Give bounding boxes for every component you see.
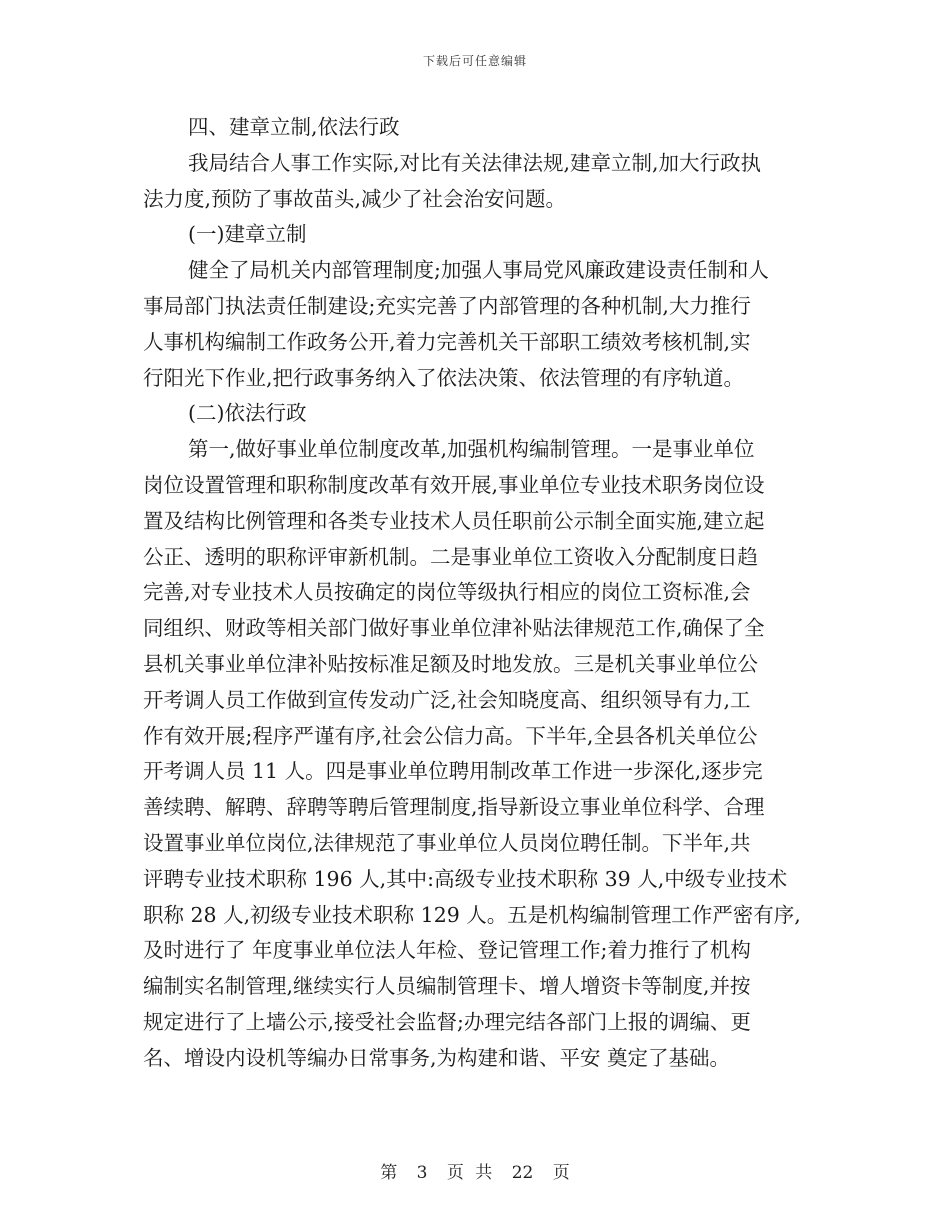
text-line: 公正、透明的职称评审新机制。二是事业单位工资收入分配制度日趋 <box>143 544 758 569</box>
text-line: 及时进行了 年度事业单位法人年检、登记管理工作;着力推行了机构 <box>143 938 751 963</box>
footer-page-number: 3 <box>416 1163 428 1183</box>
text-line: 职称 28 人,初级专业技术职称 129 人。五是机构编制管理工作严密有序, <box>143 902 801 927</box>
footer-total-pages: 22 <box>511 1163 534 1183</box>
text-line: 编制实名制管理,继续实行人员编制管理卡、增人增资卡等制度,并按 <box>143 974 751 999</box>
footer-prefix: 第 <box>380 1163 398 1183</box>
document-body <box>143 110 815 1077</box>
text-line: 设置事业单位岗位,法律规范了事业单位人员岗位聘任制。下半年,共 <box>143 830 751 855</box>
text-line: 作有效开展;程序严谨有序,社会公信力高。下半年,全县各机关单位公 <box>143 723 758 748</box>
text-line: 第一,做好事业单位制度改革,加强机构编制管理。一是事业单位 <box>188 437 755 462</box>
text-line: 置及结构比例管理和各类专业技术人员任职前公示制全面实施,建立起 <box>143 508 765 533</box>
text-line: 行阳光下作业,把行政事务纳入了依法决策、依法管理的有序轨道。 <box>143 365 745 390</box>
text-line: (一)建章立制 <box>188 222 307 247</box>
page-header: 下载后可任意编辑 <box>422 54 527 68</box>
text-line: 健全了局机关内部管理制度;加强人事局党风廉政建设责任制和人 <box>188 258 769 283</box>
text-line: 我局结合人事工作实际,对比有关法律法规,建章立制,加大行政执 <box>188 150 762 175</box>
text-line: 岗位设置管理和职称制度改革有效开展,事业单位专业技术职务岗位设 <box>143 472 765 497</box>
text-line: 开考调人员 11 人。四是事业单位聘用制改革工作进一步深化,逐步完 <box>143 759 763 784</box>
text-line: 规定进行了上墙公示,接受社会监督;办理完结各部门上报的调编、更 <box>143 1009 751 1034</box>
text-line: 同组织、财政等相关部门做好事业单位津补贴法律规范工作,确保了全 <box>143 616 765 641</box>
text-line: (二)依法行政 <box>188 401 307 426</box>
text-line: 县机关事业单位津补贴按标准足额及时地发放。三是机关事业单位公 <box>143 651 758 676</box>
footer-suffix: 页 <box>552 1163 570 1183</box>
text-line: 开考调人员工作做到宣传发动广泛,社会知晓度高、组织领导有力,工 <box>143 687 751 712</box>
footer-middle: 页 共 <box>446 1163 493 1183</box>
text-line: 法力度,预防了事故苗头,减少了社会治安问题。 <box>143 186 567 211</box>
text-line: 事局部门执法责任制建设;充实完善了内部管理的各种机制,大力推行 <box>143 293 751 318</box>
text-line: 评聘专业技术职称 196 人,其中:高级专业技术职称 39 人,中级专业技术 <box>143 866 788 891</box>
text-line: 四、建章立制,依法行政 <box>188 115 400 139</box>
text-line: 善续聘、解聘、辞聘等聘后管理制度,指导新设立事业单位科学、合理 <box>143 795 765 820</box>
text-line: 名、增设内设机等编办日常事务,为构建和谐、平安 奠定了基础。 <box>143 1045 731 1070</box>
page-footer <box>0 1158 950 1183</box>
text-line: 人事机构编制工作政务公开,着力完善机关干部职工绩效考核机制,实 <box>143 329 751 354</box>
text-line: 完善,对专业技术人员按确定的岗位等级执行相应的岗位工资标准,会 <box>143 580 751 605</box>
